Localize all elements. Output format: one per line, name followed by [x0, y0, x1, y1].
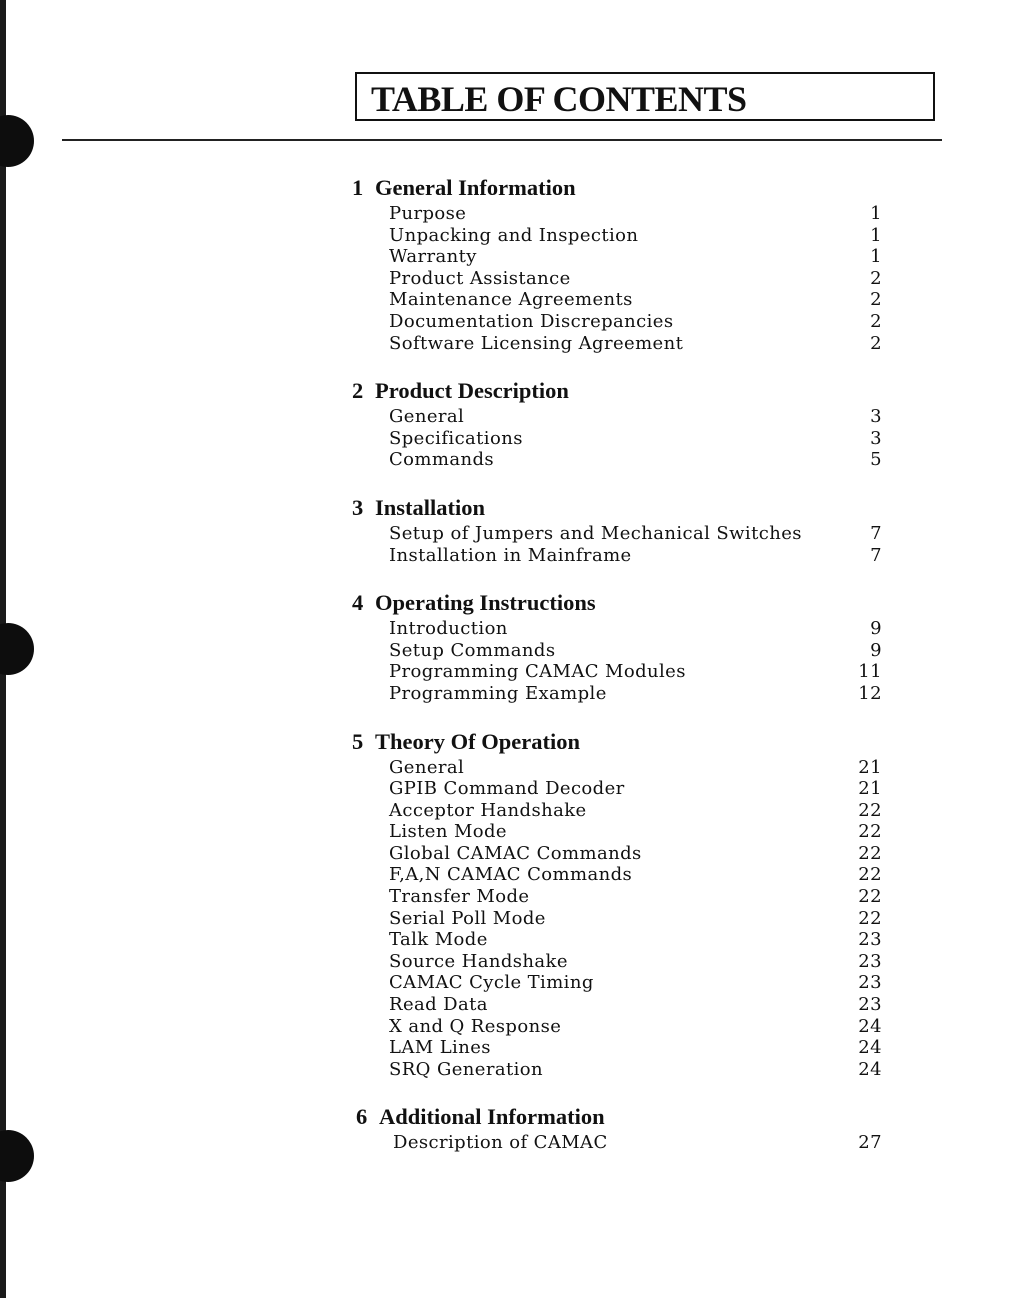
- entry-page-number: 24: [858, 1015, 882, 1037]
- entry-page-number: 23: [858, 994, 882, 1016]
- entry-label: Listen Mode: [389, 821, 507, 843]
- entry-page-number: 12: [858, 682, 882, 704]
- entry-label: Transfer Mode: [389, 886, 530, 908]
- section-heading: [352, 726, 888, 757]
- entry-page-number: 11: [858, 661, 882, 683]
- toc-entry: [352, 843, 888, 865]
- entry-label: F,A,N CAMAC Commands: [389, 864, 633, 886]
- entry-label: CAMAC Cycle Timing: [389, 972, 594, 994]
- title-box: [355, 72, 935, 121]
- entry-page-number: 22: [858, 907, 882, 929]
- toc-entry: [352, 929, 888, 951]
- entry-label: Acceptor Handshake: [389, 799, 587, 821]
- entry-label: Maintenance Agreements: [389, 289, 633, 311]
- toc-entry: [352, 1037, 888, 1059]
- toc-section: [352, 587, 888, 704]
- toc-entry: [352, 311, 888, 333]
- entry-label: Documentation Discrepancies: [389, 310, 674, 332]
- toc-entry: [352, 800, 888, 822]
- punch-hole: [0, 1130, 34, 1182]
- entry-page-number: 22: [858, 821, 882, 843]
- toc-entry: [352, 618, 888, 640]
- entry-label: Warranty: [389, 246, 477, 268]
- toc-entry: [352, 886, 888, 908]
- entry-label: Read Data: [389, 994, 488, 1016]
- section-number: 4: [352, 590, 364, 616]
- entry-label: Description of CAMAC: [393, 1132, 608, 1154]
- entry-label: Software Licensing Agreement: [389, 332, 684, 354]
- toc-entry: [352, 683, 888, 705]
- entry-page-number: 2: [870, 332, 882, 354]
- entry-page-number: 3: [870, 427, 882, 449]
- entry-page-number: 22: [858, 864, 882, 886]
- entry-page-number: 2: [870, 310, 882, 332]
- entry-page-number: 1: [870, 203, 882, 224]
- toc-entry: [352, 908, 888, 930]
- entry-page-number: 24: [858, 1058, 882, 1080]
- entry-label: Programming CAMAC Modules: [389, 661, 686, 683]
- entry-label: Global CAMAC Commands: [389, 842, 642, 864]
- section-number: 1: [352, 175, 364, 200]
- entry-label: GPIB Command Decoder: [389, 778, 625, 800]
- entry-page-number: 23: [858, 972, 882, 994]
- toc-entry: [352, 268, 888, 290]
- entry-label: Serial Poll Mode: [389, 907, 546, 929]
- toc-entry: [352, 406, 888, 428]
- toc-entry: [352, 449, 888, 471]
- entry-label: Installation in Mainframe: [389, 544, 632, 566]
- entry-label: General: [389, 406, 465, 428]
- toc-entry: [352, 640, 888, 662]
- toc-entry: [352, 864, 888, 886]
- entry-label: Commands: [389, 449, 495, 471]
- entry-page-number: 21: [858, 778, 882, 800]
- toc-entry: [352, 333, 888, 355]
- section-heading: [352, 172, 888, 203]
- entry-page-number: 22: [858, 799, 882, 821]
- entry-label: Introduction: [389, 618, 508, 640]
- entry-label: Setup of Jumpers and Mechanical Switches: [389, 522, 802, 544]
- entry-page-number: 22: [858, 886, 882, 908]
- entry-label: LAM Lines: [389, 1037, 491, 1059]
- entry-page-number: 2: [870, 267, 882, 289]
- toc-section: [352, 375, 888, 471]
- entry-page-number: 23: [858, 950, 882, 972]
- toc-entry: [352, 225, 888, 247]
- entry-page-number: 7: [870, 544, 882, 566]
- toc-entry: [352, 757, 888, 779]
- entry-page-number: 9: [870, 639, 882, 661]
- section-title: General Information: [375, 175, 576, 200]
- entry-page-number: 3: [870, 406, 882, 428]
- entry-label: Talk Mode: [389, 929, 488, 951]
- section-heading: [352, 375, 888, 406]
- toc-section: [352, 492, 888, 566]
- toc-entry: [352, 778, 888, 800]
- section-number: 2: [352, 378, 364, 404]
- entry-label: Product Assistance: [389, 267, 571, 289]
- toc-section: [352, 172, 888, 354]
- toc-entry: [352, 951, 888, 973]
- entry-label: Source Handshake: [389, 950, 568, 972]
- entry-page-number: 21: [858, 756, 882, 778]
- toc-entry: [352, 428, 888, 450]
- entry-page-number: 7: [870, 522, 882, 544]
- section-number: 6: [356, 1104, 368, 1130]
- entry-page-number: 5: [870, 449, 882, 471]
- entry-page-number: 1: [870, 246, 882, 268]
- toc-entry: [352, 1059, 888, 1081]
- page-title: TABLE OF CONTENTS: [371, 79, 747, 119]
- section-heading: [352, 1101, 888, 1132]
- section-title: Product Description: [375, 378, 569, 404]
- section-number: 3: [352, 494, 364, 520]
- toc-entry: [352, 523, 888, 545]
- toc-entry: [352, 545, 888, 567]
- section-heading: [352, 492, 888, 523]
- entry-page-number: 2: [870, 289, 882, 311]
- toc-section: [352, 1101, 888, 1154]
- toc-entry: [352, 1016, 888, 1038]
- table-of-contents: [352, 172, 888, 1175]
- toc-entry: [352, 972, 888, 994]
- section-heading: [352, 587, 888, 618]
- punch-hole: [0, 115, 34, 167]
- toc-entry: [352, 203, 888, 225]
- entry-page-number: 22: [858, 842, 882, 864]
- entry-label: General: [389, 756, 465, 778]
- horizontal-rule: [62, 139, 942, 141]
- entry-label: SRQ Generation: [389, 1058, 543, 1080]
- entry-page-number: 27: [858, 1132, 882, 1154]
- toc-entry: [352, 661, 888, 683]
- entry-label: Specifications: [389, 427, 523, 449]
- section-title: Operating Instructions: [375, 590, 596, 616]
- entry-label: Purpose: [389, 203, 467, 224]
- section-title: Theory Of Operation: [375, 728, 580, 754]
- section-title: Installation: [375, 494, 486, 520]
- entry-label: Programming Example: [389, 682, 607, 704]
- entry-page-number: 1: [870, 224, 882, 246]
- toc-entry: [352, 1132, 888, 1154]
- entry-page-number: 23: [858, 929, 882, 951]
- section-number: 5: [352, 728, 364, 754]
- toc-entry: [352, 994, 888, 1016]
- toc-entry: [352, 246, 888, 268]
- entry-page-number: 9: [870, 618, 882, 640]
- entry-page-number: 24: [858, 1037, 882, 1059]
- section-title: Additional Information: [379, 1104, 605, 1130]
- toc-entry: [352, 289, 888, 311]
- entry-label: Setup Commands: [389, 639, 556, 661]
- punch-hole: [0, 623, 34, 675]
- entry-label: Unpacking and Inspection: [389, 224, 639, 246]
- toc-section: [352, 726, 888, 1081]
- toc-entry: [352, 821, 888, 843]
- entry-label: X and Q Response: [389, 1015, 562, 1037]
